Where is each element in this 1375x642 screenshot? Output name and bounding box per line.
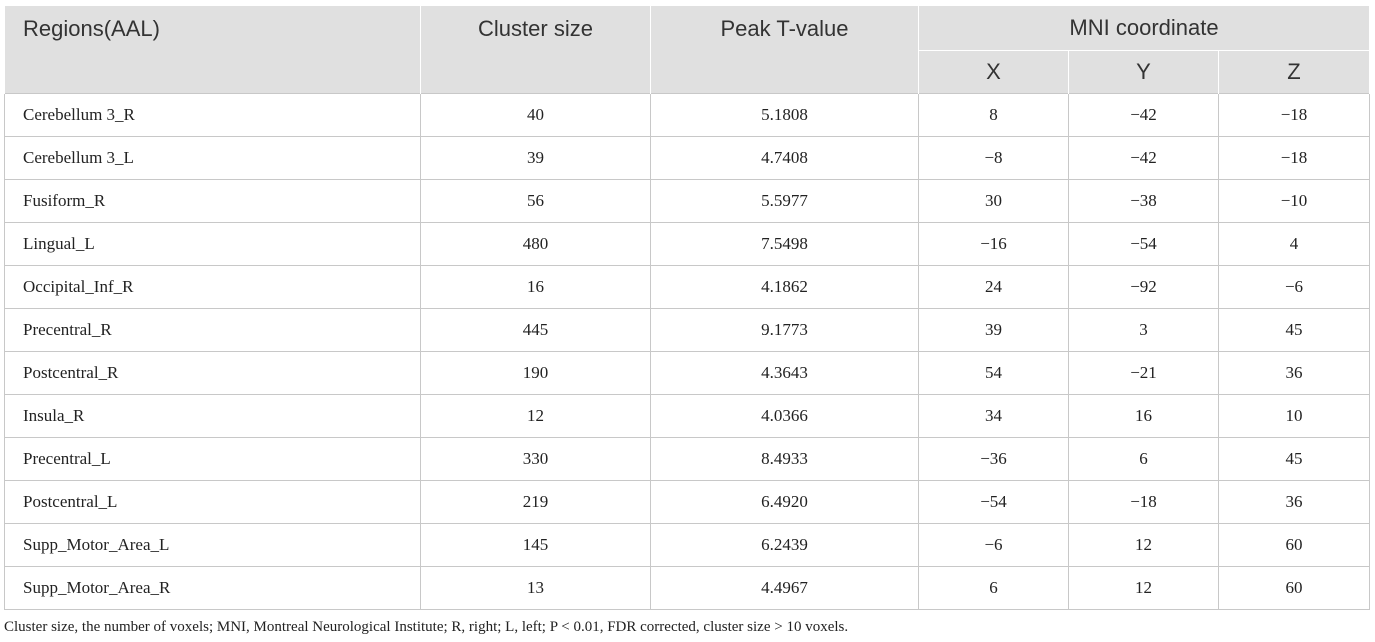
- table-row: [5, 438, 1370, 481]
- cell-y: −21: [1069, 352, 1219, 395]
- cell-peak-t-value: 7.5498: [651, 223, 919, 266]
- header-mni-coordinate: MNI coordinate: [919, 6, 1370, 51]
- cell-z: −18: [1219, 94, 1370, 137]
- cell-y: 12: [1069, 567, 1219, 610]
- results-table-container: [4, 6, 1369, 610]
- cell-x: −16: [919, 223, 1069, 266]
- cell-cluster-size: 16: [421, 266, 651, 309]
- cell-peak-t-value: 6.2439: [651, 524, 919, 567]
- cell-cluster-size: 145: [421, 524, 651, 567]
- cell-region: Supp_Motor_Area_R: [5, 567, 421, 610]
- cell-z: 60: [1219, 567, 1370, 610]
- cell-y: 3: [1069, 309, 1219, 352]
- header-peak-t-value: Peak T-value: [651, 6, 919, 94]
- cell-z: 10: [1219, 395, 1370, 438]
- cell-z: −18: [1219, 137, 1370, 180]
- cell-z: 45: [1219, 438, 1370, 481]
- cell-x: 8: [919, 94, 1069, 137]
- results-table: [4, 6, 1370, 610]
- cell-region: Precentral_R: [5, 309, 421, 352]
- table-row: [5, 567, 1370, 610]
- cell-x: −36: [919, 438, 1069, 481]
- cell-peak-t-value: 5.1808: [651, 94, 919, 137]
- table-row: [5, 94, 1370, 137]
- table-row: [5, 266, 1370, 309]
- cell-x: −54: [919, 481, 1069, 524]
- cell-region: Lingual_L: [5, 223, 421, 266]
- cell-y: −42: [1069, 137, 1219, 180]
- cell-peak-t-value: 4.0366: [651, 395, 919, 438]
- cell-cluster-size: 445: [421, 309, 651, 352]
- cell-peak-t-value: 5.5977: [651, 180, 919, 223]
- cell-region: Postcentral_L: [5, 481, 421, 524]
- cell-region: Cerebellum 3_R: [5, 94, 421, 137]
- cell-y: −54: [1069, 223, 1219, 266]
- cell-y: 12: [1069, 524, 1219, 567]
- cell-z: −6: [1219, 266, 1370, 309]
- table-body: [5, 94, 1370, 610]
- cell-x: 54: [919, 352, 1069, 395]
- table-row: [5, 481, 1370, 524]
- cell-x: 39: [919, 309, 1069, 352]
- header-y: Y: [1069, 51, 1219, 94]
- cell-z: 4: [1219, 223, 1370, 266]
- cell-z: 45: [1219, 309, 1370, 352]
- table-footnote: Cluster size, the number of voxels; MNI, Montreal Neurological Institute; R, right; L, left; P < 0.01, FDR corrected, cluster size > 10 voxels.: [4, 619, 849, 635]
- cell-cluster-size: 330: [421, 438, 651, 481]
- cell-peak-t-value: 6.4920: [651, 481, 919, 524]
- table-header: [5, 6, 1370, 94]
- cell-x: −8: [919, 137, 1069, 180]
- cell-cluster-size: 12: [421, 395, 651, 438]
- table-row: [5, 223, 1370, 266]
- cell-cluster-size: 219: [421, 481, 651, 524]
- cell-peak-t-value: 8.4933: [651, 438, 919, 481]
- cell-z: −10: [1219, 180, 1370, 223]
- table-row: [5, 180, 1370, 223]
- header-z: Z: [1219, 51, 1370, 94]
- cell-region: Fusiform_R: [5, 180, 421, 223]
- table-row: [5, 395, 1370, 438]
- cell-peak-t-value: 4.4967: [651, 567, 919, 610]
- cell-cluster-size: 56: [421, 180, 651, 223]
- header-cluster-size: Cluster size: [421, 6, 651, 94]
- cell-y: −92: [1069, 266, 1219, 309]
- cell-cluster-size: 39: [421, 137, 651, 180]
- table-row: [5, 309, 1370, 352]
- cell-peak-t-value: 4.3643: [651, 352, 919, 395]
- table-row: [5, 137, 1370, 180]
- cell-cluster-size: 40: [421, 94, 651, 137]
- cell-y: −42: [1069, 94, 1219, 137]
- cell-region: Supp_Motor_Area_L: [5, 524, 421, 567]
- table-row: [5, 524, 1370, 567]
- cell-z: 36: [1219, 481, 1370, 524]
- cell-y: 6: [1069, 438, 1219, 481]
- cell-region: Insula_R: [5, 395, 421, 438]
- header-regions: Regions(AAL): [5, 6, 421, 94]
- cell-y: −18: [1069, 481, 1219, 524]
- cell-y: 16: [1069, 395, 1219, 438]
- cell-x: 6: [919, 567, 1069, 610]
- cell-region: Occipital_Inf_R: [5, 266, 421, 309]
- cell-cluster-size: 480: [421, 223, 651, 266]
- cell-cluster-size: 190: [421, 352, 651, 395]
- cell-z: 36: [1219, 352, 1370, 395]
- header-x: X: [919, 51, 1069, 94]
- cell-peak-t-value: 9.1773: [651, 309, 919, 352]
- cell-peak-t-value: 4.7408: [651, 137, 919, 180]
- cell-region: Precentral_L: [5, 438, 421, 481]
- cell-x: −6: [919, 524, 1069, 567]
- cell-region: Postcentral_R: [5, 352, 421, 395]
- cell-z: 60: [1219, 524, 1370, 567]
- cell-x: 24: [919, 266, 1069, 309]
- cell-x: 34: [919, 395, 1069, 438]
- cell-peak-t-value: 4.1862: [651, 266, 919, 309]
- table-row: [5, 352, 1370, 395]
- cell-y: −38: [1069, 180, 1219, 223]
- cell-region: Cerebellum 3_L: [5, 137, 421, 180]
- cell-x: 30: [919, 180, 1069, 223]
- cell-cluster-size: 13: [421, 567, 651, 610]
